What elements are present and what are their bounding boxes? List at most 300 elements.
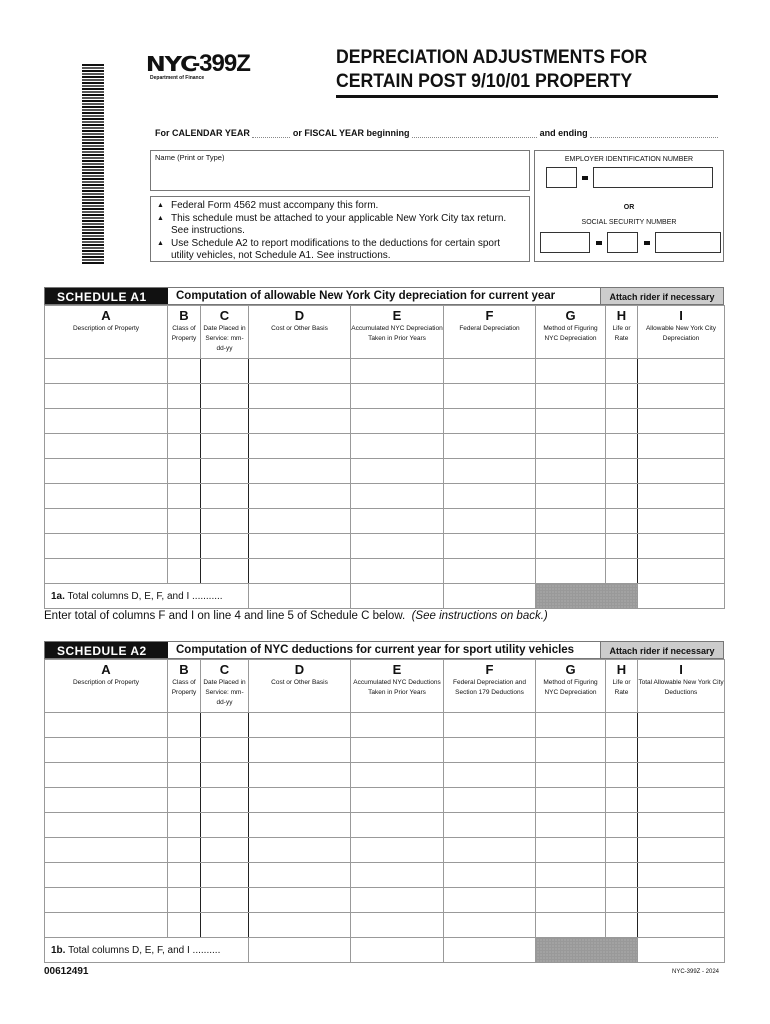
- cell-a[interactable]: [45, 813, 168, 838]
- name-field[interactable]: [150, 150, 530, 191]
- cell-f[interactable]: [444, 913, 536, 938]
- column-header-b: [168, 660, 201, 713]
- calendar-year-field[interactable]: [252, 129, 290, 138]
- table-row: [45, 738, 725, 763]
- cell-f[interactable]: [444, 888, 536, 913]
- cell-e[interactable]: [351, 913, 444, 938]
- cell-c[interactable]: [201, 534, 249, 559]
- column-header-f: [444, 660, 536, 713]
- cell-d[interactable]: [249, 359, 351, 384]
- column-description: Allowable New York City Depreciation: [645, 325, 717, 342]
- column-description: Description of Property: [72, 679, 140, 686]
- cell-g[interactable]: [536, 888, 606, 913]
- cell-c[interactable]: [201, 813, 249, 838]
- column-description: Date Placed in Service: mm-dd-yy: [203, 679, 246, 706]
- cell-i[interactable]: [638, 384, 725, 409]
- column-header-d: [249, 660, 351, 713]
- column-description: Life or Rate: [612, 325, 631, 342]
- table-row: [45, 534, 725, 559]
- cell-h[interactable]: [606, 888, 638, 913]
- nyc-logo: NYC: [145, 52, 197, 76]
- cell-a[interactable]: [45, 913, 168, 938]
- cell-g[interactable]: [536, 384, 606, 409]
- cell-d[interactable]: [249, 534, 351, 559]
- dash: [582, 176, 588, 180]
- cell-c[interactable]: [201, 863, 249, 888]
- attach-rider-note: Attach rider if necessary: [600, 288, 723, 304]
- cell-i[interactable]: [638, 459, 725, 484]
- cell-f[interactable]: [444, 788, 536, 813]
- cell-e[interactable]: [351, 738, 444, 763]
- cell-e[interactable]: [351, 763, 444, 788]
- cell-f[interactable]: [444, 434, 536, 459]
- column-description: Class of Property: [171, 679, 197, 696]
- fiscal-end-field[interactable]: [590, 129, 718, 138]
- triangle-icon: ▲: [157, 239, 164, 247]
- total-label: [45, 584, 249, 609]
- column-letter: C: [219, 662, 230, 677]
- cell-b[interactable]: [168, 713, 201, 738]
- cell-h[interactable]: [606, 863, 638, 888]
- column-header-a: [45, 306, 168, 359]
- total-d[interactable]: [249, 584, 351, 609]
- shaded-area: [536, 938, 638, 963]
- ending-label: and ending: [539, 128, 588, 138]
- cell-b[interactable]: [168, 788, 201, 813]
- table-row: [45, 434, 725, 459]
- cell-b[interactable]: [168, 509, 201, 534]
- cell-b[interactable]: [168, 913, 201, 938]
- cell-d[interactable]: [249, 484, 351, 509]
- cell-e[interactable]: [351, 534, 444, 559]
- column-letter: G: [565, 308, 576, 323]
- cell-i[interactable]: [638, 434, 725, 459]
- ssn-serial-field[interactable]: [655, 232, 721, 253]
- cell-c[interactable]: [201, 713, 249, 738]
- column-letter: E: [392, 308, 402, 323]
- column-description: Accumulated NYC Depreciation Taken in Prior Years: [351, 325, 443, 342]
- cell-f[interactable]: [444, 534, 536, 559]
- cell-b[interactable]: [168, 384, 201, 409]
- cell-b[interactable]: [168, 434, 201, 459]
- column-description: Date Placed in Service: mm-dd-yy: [203, 325, 246, 352]
- cell-e[interactable]: [351, 788, 444, 813]
- total-text: Total columns D, E, F, and I ...........: [67, 590, 223, 602]
- cell-d[interactable]: [249, 459, 351, 484]
- column-header-g: [536, 306, 606, 359]
- cell-e[interactable]: [351, 359, 444, 384]
- cell-e[interactable]: [351, 559, 444, 584]
- cell-i[interactable]: [638, 409, 725, 434]
- cell-d[interactable]: [249, 763, 351, 788]
- cell-c[interactable]: [201, 484, 249, 509]
- column-letter: H: [616, 308, 627, 323]
- cell-f[interactable]: [444, 738, 536, 763]
- column-header-row: [45, 660, 725, 713]
- cell-a[interactable]: [45, 359, 168, 384]
- cell-d[interactable]: [249, 409, 351, 434]
- table-row: [45, 713, 725, 738]
- schedule-a2-label: SCHEDULE A2: [45, 642, 168, 658]
- cell-h[interactable]: [606, 559, 638, 584]
- cell-i[interactable]: [638, 509, 725, 534]
- cell-c[interactable]: [201, 459, 249, 484]
- column-letter: D: [294, 662, 305, 677]
- table-row: [45, 813, 725, 838]
- table-row: [45, 409, 725, 434]
- total-i[interactable]: [638, 584, 725, 609]
- cell-g[interactable]: [536, 359, 606, 384]
- cell-e[interactable]: [351, 509, 444, 534]
- cell-f[interactable]: [444, 763, 536, 788]
- fiscal-begin-field[interactable]: [412, 129, 537, 138]
- department-name: Department of Finance: [150, 75, 205, 81]
- cell-i[interactable]: [638, 813, 725, 838]
- column-header-h: [606, 306, 638, 359]
- cell-a[interactable]: [45, 863, 168, 888]
- column-letter: C: [219, 308, 230, 323]
- schedule-a1-table: [44, 305, 725, 609]
- table-row: [45, 913, 725, 938]
- ein-prefix-field[interactable]: [546, 167, 577, 188]
- total-label: [45, 938, 249, 963]
- form-title: [336, 46, 647, 94]
- triangle-icon: ▲: [157, 214, 164, 222]
- fiscal-year-label: or FISCAL YEAR beginning: [292, 128, 410, 138]
- cell-b[interactable]: [168, 763, 201, 788]
- cell-a[interactable]: [45, 788, 168, 813]
- column-letter: D: [294, 308, 305, 323]
- cell-g[interactable]: [536, 434, 606, 459]
- line-number: 1b.: [51, 944, 66, 956]
- cell-c[interactable]: [201, 763, 249, 788]
- name-label: Name (Print or Type): [155, 153, 225, 162]
- table-row: [45, 459, 725, 484]
- ssn-label: SOCIAL SECURITY NUMBER: [581, 219, 677, 226]
- cell-d[interactable]: [249, 863, 351, 888]
- total-i[interactable]: [638, 938, 725, 963]
- shaded-area: [536, 584, 638, 609]
- column-description: Total Allowable New York City Deductions: [638, 679, 724, 696]
- cell-b[interactable]: [168, 738, 201, 763]
- column-description: Method of Figuring NYC Depreciation: [543, 325, 598, 342]
- cell-i[interactable]: [638, 838, 725, 863]
- cell-h[interactable]: [606, 409, 638, 434]
- cell-e[interactable]: [351, 838, 444, 863]
- triangle-icon: ▲: [157, 202, 164, 209]
- cell-h[interactable]: [606, 913, 638, 938]
- cell-h[interactable]: [606, 534, 638, 559]
- cell-h[interactable]: [606, 788, 638, 813]
- cell-d[interactable]: [249, 384, 351, 409]
- cell-d[interactable]: [249, 788, 351, 813]
- cell-h[interactable]: [606, 509, 638, 534]
- cell-e[interactable]: [351, 813, 444, 838]
- cell-f[interactable]: [444, 838, 536, 863]
- cell-c[interactable]: [201, 788, 249, 813]
- note-text: This schedule must be attached to your applicable New York City tax return. See instructions.: [171, 212, 507, 236]
- cell-b[interactable]: [168, 484, 201, 509]
- note-item: [155, 213, 525, 238]
- cell-a[interactable]: [45, 534, 168, 559]
- cell-f[interactable]: [444, 509, 536, 534]
- column-header-i: [638, 660, 725, 713]
- cell-b[interactable]: [168, 409, 201, 434]
- cell-c[interactable]: [201, 434, 249, 459]
- table-row: [45, 509, 725, 534]
- cell-g[interactable]: [536, 788, 606, 813]
- cell-f[interactable]: [444, 559, 536, 584]
- ssn-group-field[interactable]: [607, 232, 638, 253]
- cell-g[interactable]: [536, 763, 606, 788]
- cell-e[interactable]: [351, 713, 444, 738]
- cell-a[interactable]: [45, 713, 168, 738]
- cell-d[interactable]: [249, 813, 351, 838]
- column-description: Federal Depreciation and Section 179 Deductions: [453, 679, 526, 696]
- column-letter: G: [565, 662, 576, 677]
- cell-g[interactable]: [536, 913, 606, 938]
- cell-i[interactable]: [638, 359, 725, 384]
- cell-f[interactable]: [444, 409, 536, 434]
- cell-f[interactable]: [444, 863, 536, 888]
- dash: [644, 241, 650, 245]
- cell-a[interactable]: [45, 559, 168, 584]
- cell-g[interactable]: [536, 559, 606, 584]
- cell-i[interactable]: [638, 534, 725, 559]
- column-letter: H: [616, 662, 627, 677]
- total-row: [45, 584, 725, 609]
- table-row: [45, 384, 725, 409]
- tax-year-line: [155, 128, 718, 138]
- cell-d[interactable]: [249, 838, 351, 863]
- cell-b[interactable]: [168, 459, 201, 484]
- cell-g[interactable]: [536, 484, 606, 509]
- calendar-year-label: For CALENDAR YEAR: [155, 128, 250, 138]
- cell-a[interactable]: [45, 409, 168, 434]
- cell-e[interactable]: [351, 484, 444, 509]
- form-number: -399Z: [192, 50, 250, 77]
- column-description: Life or Rate: [612, 679, 631, 696]
- column-header-e: [351, 660, 444, 713]
- column-description: Federal Depreciation: [459, 325, 520, 332]
- cell-d[interactable]: [249, 738, 351, 763]
- note-text: Federal Form 4562 must accompany this form.: [171, 200, 379, 211]
- note-item: [155, 200, 525, 213]
- enter-note-text: Enter total of columns F and I on line 4 and line 5 of Schedule C below.: [44, 610, 406, 622]
- schedule-a2-title: Computation of NYC deductions for current year for sport utility vehicles: [176, 644, 575, 656]
- enter-totals-note: [44, 610, 548, 622]
- total-e[interactable]: [351, 584, 444, 609]
- cell-a[interactable]: [45, 434, 168, 459]
- column-header-c: [201, 660, 249, 713]
- table-row: [45, 763, 725, 788]
- cell-a[interactable]: [45, 888, 168, 913]
- cell-b[interactable]: [168, 359, 201, 384]
- cell-a[interactable]: [45, 484, 168, 509]
- cell-h[interactable]: [606, 459, 638, 484]
- cell-a[interactable]: [45, 838, 168, 863]
- cell-c[interactable]: [201, 559, 249, 584]
- scan-code: 00612491: [44, 966, 89, 977]
- cell-i[interactable]: [638, 559, 725, 584]
- cell-d[interactable]: [249, 713, 351, 738]
- column-letter: I: [679, 308, 683, 323]
- cell-e[interactable]: [351, 459, 444, 484]
- table-row: [45, 838, 725, 863]
- see-instructions-text: (See instructions on back.): [411, 610, 548, 622]
- column-letter: F: [485, 308, 494, 323]
- cell-b[interactable]: [168, 888, 201, 913]
- total-e[interactable]: [351, 938, 444, 963]
- cell-g[interactable]: [536, 738, 606, 763]
- total-d[interactable]: [249, 938, 351, 963]
- cell-a[interactable]: [45, 509, 168, 534]
- cell-h[interactable]: [606, 484, 638, 509]
- cell-h[interactable]: [606, 813, 638, 838]
- cell-f[interactable]: [444, 813, 536, 838]
- table-row: [45, 359, 725, 384]
- table-row: [45, 888, 725, 913]
- cell-b[interactable]: [168, 813, 201, 838]
- cell-i[interactable]: [638, 788, 725, 813]
- column-letter: A: [101, 662, 111, 677]
- column-letter: B: [179, 308, 189, 323]
- column-description: Class of Property: [171, 325, 197, 342]
- column-header-d: [249, 306, 351, 359]
- cell-e[interactable]: [351, 888, 444, 913]
- barcode: [82, 64, 104, 264]
- cell-a[interactable]: [45, 763, 168, 788]
- cell-i[interactable]: [638, 863, 725, 888]
- column-header-b: [168, 306, 201, 359]
- cell-b[interactable]: [168, 838, 201, 863]
- cell-g[interactable]: [536, 409, 606, 434]
- schedule-a1-label: SCHEDULE A1: [45, 288, 168, 304]
- cell-h[interactable]: [606, 763, 638, 788]
- cell-c[interactable]: [201, 359, 249, 384]
- cell-g[interactable]: [536, 863, 606, 888]
- cell-b[interactable]: [168, 863, 201, 888]
- cell-d[interactable]: [249, 434, 351, 459]
- cell-c[interactable]: [201, 838, 249, 863]
- cell-f[interactable]: [444, 713, 536, 738]
- cell-e[interactable]: [351, 863, 444, 888]
- title-line-2: CERTAIN POST 9/10/01 PROPERTY: [336, 71, 633, 92]
- column-header-a: [45, 660, 168, 713]
- cell-d[interactable]: [249, 888, 351, 913]
- schedule-a2-header: [44, 641, 724, 659]
- cell-e[interactable]: [351, 434, 444, 459]
- column-letter: I: [679, 662, 683, 677]
- cell-i[interactable]: [638, 888, 725, 913]
- total-f[interactable]: [444, 938, 536, 963]
- cell-i[interactable]: [638, 484, 725, 509]
- ein-label: EMPLOYER IDENTIFICATION NUMBER: [564, 156, 694, 163]
- cell-b[interactable]: [168, 534, 201, 559]
- column-letter: F: [485, 662, 494, 677]
- ein-suffix-field[interactable]: [593, 167, 713, 188]
- instructions-box: [150, 196, 530, 262]
- cell-h[interactable]: [606, 384, 638, 409]
- cell-d[interactable]: [249, 559, 351, 584]
- total-text: Total columns D, E, F, and I ..........: [68, 944, 221, 956]
- column-description: Cost or Other Basis: [271, 325, 328, 332]
- cell-h[interactable]: [606, 359, 638, 384]
- column-letter: A: [101, 308, 111, 323]
- total-f[interactable]: [444, 584, 536, 609]
- cell-g[interactable]: [536, 534, 606, 559]
- column-header-f: [444, 306, 536, 359]
- cell-b[interactable]: [168, 559, 201, 584]
- column-letter: E: [392, 662, 402, 677]
- cell-i[interactable]: [638, 913, 725, 938]
- cell-c[interactable]: [201, 738, 249, 763]
- cell-a[interactable]: [45, 459, 168, 484]
- form-id: NYC-399Z - 2024: [672, 969, 720, 975]
- ssn-area-field[interactable]: [540, 232, 590, 253]
- column-header-h: [606, 660, 638, 713]
- column-description: Accumulated NYC Deductions Taken in Prior Years: [353, 679, 441, 696]
- cell-a[interactable]: [45, 738, 168, 763]
- cell-c[interactable]: [201, 888, 249, 913]
- cell-i[interactable]: [638, 738, 725, 763]
- cell-d[interactable]: [249, 913, 351, 938]
- cell-h[interactable]: [606, 713, 638, 738]
- cell-c[interactable]: [201, 409, 249, 434]
- or-label: OR: [623, 204, 635, 211]
- cell-e[interactable]: [351, 409, 444, 434]
- cell-i[interactable]: [638, 713, 725, 738]
- schedule-a2-table: [44, 659, 725, 963]
- cell-g[interactable]: [536, 459, 606, 484]
- form-logo: [145, 50, 250, 78]
- cell-g[interactable]: [536, 838, 606, 863]
- cell-f[interactable]: [444, 384, 536, 409]
- cell-i[interactable]: [638, 763, 725, 788]
- id-number-box: [534, 150, 724, 262]
- cell-c[interactable]: [201, 913, 249, 938]
- table-row: [45, 863, 725, 888]
- cell-f[interactable]: [444, 484, 536, 509]
- column-header-g: [536, 660, 606, 713]
- table-row: [45, 484, 725, 509]
- cell-h[interactable]: [606, 738, 638, 763]
- cell-g[interactable]: [536, 509, 606, 534]
- cell-h[interactable]: [606, 434, 638, 459]
- cell-g[interactable]: [536, 713, 606, 738]
- note-item: [155, 238, 525, 263]
- cell-h[interactable]: [606, 838, 638, 863]
- cell-g[interactable]: [536, 813, 606, 838]
- cell-d[interactable]: [249, 509, 351, 534]
- note-text: Use Schedule A2 to report modifications to the deductions for certain sport utility vehicles, not Schedule A1. See instructions.: [171, 237, 501, 261]
- column-header-row: [45, 306, 725, 359]
- cell-c[interactable]: [201, 384, 249, 409]
- cell-a[interactable]: [45, 384, 168, 409]
- column-description: Method of Figuring NYC Depreciation: [543, 679, 598, 696]
- column-header-i: [638, 306, 725, 359]
- dash: [596, 241, 602, 245]
- cell-c[interactable]: [201, 509, 249, 534]
- column-header-c: [201, 306, 249, 359]
- cell-f[interactable]: [444, 359, 536, 384]
- schedule-a1-header: [44, 287, 724, 305]
- cell-e[interactable]: [351, 384, 444, 409]
- cell-f[interactable]: [444, 459, 536, 484]
- column-description: Description of Property: [72, 325, 140, 332]
- attach-rider-note: Attach rider if necessary: [600, 642, 723, 658]
- column-letter: B: [179, 662, 189, 677]
